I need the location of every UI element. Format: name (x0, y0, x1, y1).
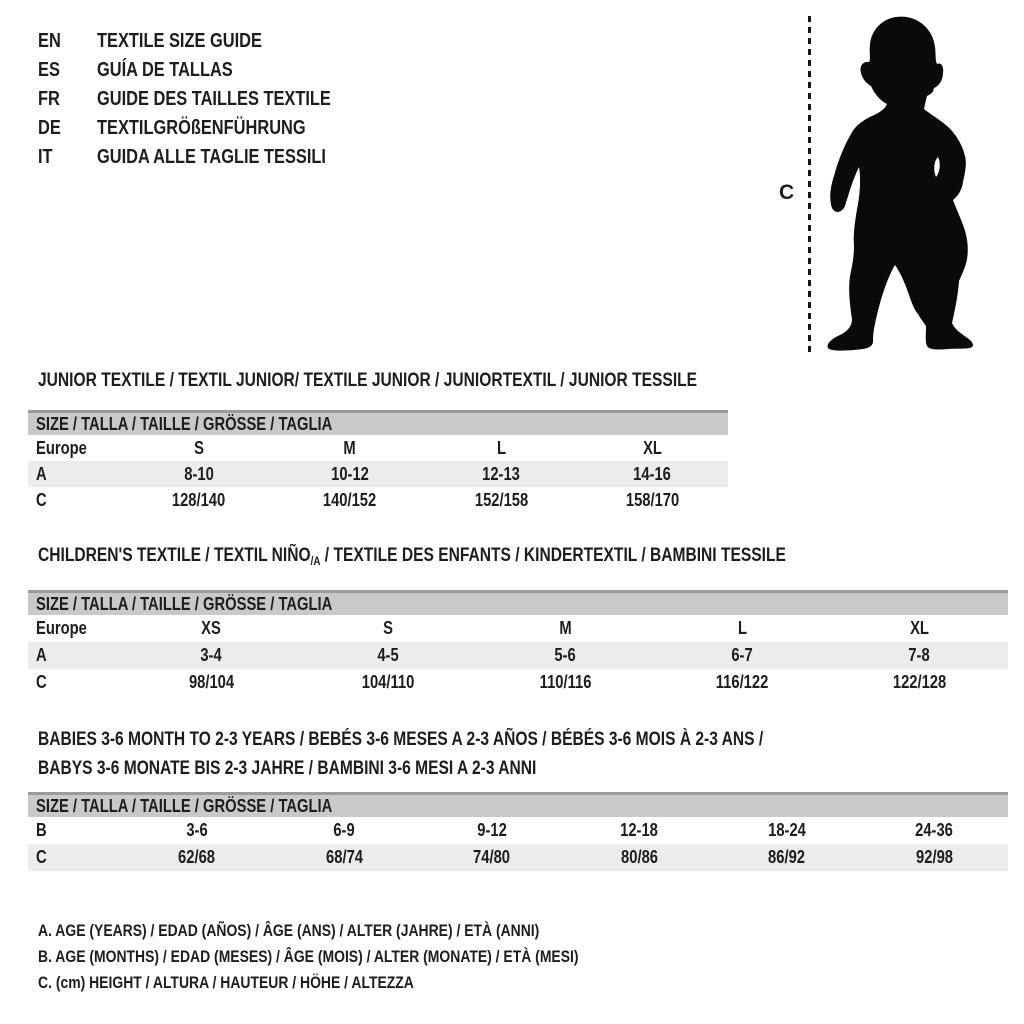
row-label: B (36, 820, 47, 840)
height-cell: 122/128 (892, 672, 947, 692)
legend-footnotes (38, 918, 697, 996)
language-code: FR (38, 88, 60, 110)
table-size-header-text: SIZE / TALLA / TAILLE / GRÖSSE / TAGLIA (36, 795, 333, 816)
language-row (38, 56, 382, 85)
age-cell: 12-13 (482, 463, 520, 484)
table-size-header (28, 792, 1008, 817)
row-label: C (36, 489, 47, 510)
height-cell: 74/80 (473, 847, 511, 867)
age-cell: 9-12 (476, 820, 507, 840)
table-row-height (28, 487, 728, 513)
language-title-list (38, 27, 382, 172)
table-size-header (28, 590, 1008, 615)
age-cell: 3-4 (200, 645, 223, 665)
height-cell: 62/68 (178, 847, 216, 867)
babies-size-table (28, 792, 1008, 871)
age-cell: 8-10 (183, 463, 214, 484)
junior-size-table (28, 410, 728, 513)
table-row-age (28, 642, 1008, 669)
language-row (38, 143, 382, 172)
footnote-height-cm: C. (cm) HEIGHT / ALTURA / HAUTEUR / HÖHE / ALTEZZA (38, 973, 414, 992)
toddler-silhouette-icon (826, 14, 974, 354)
language-row (38, 85, 382, 114)
language-code: EN (38, 30, 61, 52)
language-code: DE (38, 117, 61, 139)
age-cell: 3-6 (186, 820, 208, 840)
section-heading-line1: BABIES 3-6 MONTH TO 2-3 YEARS / BEBÉS 3-6 MESES A 2-3 AÑOS / BÉBÉS 3-6 MOIS À 2-3 ANS / (38, 729, 764, 750)
table-size-header-text: SIZE / TALLA / TAILLE / GRÖSSE / TAGLIA (36, 413, 333, 434)
table-row-height (28, 669, 1008, 696)
row-label: C (36, 847, 47, 867)
age-cell: 5-6 (554, 645, 577, 665)
height-cell: 140/152 (323, 489, 377, 510)
height-cell: 110/116 (539, 672, 592, 692)
height-cell: 116/122 (716, 672, 769, 692)
section-heading-text: JUNIOR TEXTILE / TEXTIL JUNIOR/ TEXTILE JUNIOR / JUNIORTEXTIL / JUNIOR TESSILE (38, 370, 698, 391)
age-cell: 24-36 (915, 820, 954, 840)
row-label: Europe (36, 437, 87, 458)
language-code: IT (38, 146, 53, 168)
age-cell: 7-8 (908, 645, 931, 665)
row-label: A (36, 645, 47, 665)
language-title: TEXTILE SIZE GUIDE (97, 30, 262, 52)
height-cell: 104/110 (362, 672, 415, 692)
size-cell: L (737, 618, 748, 638)
language-row (38, 27, 382, 56)
language-title: TEXTILGRÖßENFÜHRUNG (97, 117, 306, 139)
section-heading-text: CHILDREN'S TEXTILE / TEXTIL NIÑO (38, 545, 311, 566)
size-cell: S (383, 618, 394, 638)
children-size-table (28, 590, 1008, 696)
section-heading-junior (38, 371, 842, 391)
row-label: Europe (36, 618, 87, 638)
size-cell: M (559, 618, 572, 638)
height-cell: 98/104 (188, 672, 235, 692)
row-label: A (36, 463, 47, 484)
table-row-age-months (28, 817, 1008, 844)
section-heading-line2: BABYS 3-6 MONATE BIS 2-3 JAHRE / BAMBINI 3-6 MESI A 2-3 ANNI (38, 758, 537, 779)
table-row-age (28, 461, 728, 487)
height-cell: 152/158 (474, 489, 528, 510)
table-row-height (28, 844, 1008, 871)
age-cell: 18-24 (767, 820, 806, 840)
age-cell: 14-16 (633, 463, 672, 484)
size-cell: M (343, 437, 357, 458)
section-heading-subscript: /A (310, 554, 321, 568)
height-measure-dotted-line (808, 16, 811, 354)
age-cell: 6-7 (731, 645, 754, 665)
height-cell: 158/170 (625, 489, 680, 510)
language-code: ES (38, 59, 60, 81)
height-cell: 128/140 (171, 489, 226, 510)
size-cell: L (496, 437, 506, 458)
table-row-europe (28, 615, 1008, 642)
size-cell: XL (910, 618, 929, 638)
size-cell: S (193, 437, 204, 458)
age-cell: 10-12 (330, 463, 369, 484)
language-title: GUÍA DE TALLAS (97, 59, 233, 81)
section-heading-babies (38, 725, 922, 783)
table-row-europe (28, 435, 728, 461)
table-size-header (28, 410, 728, 435)
age-cell: 4-5 (377, 645, 400, 665)
age-cell: 12-18 (620, 820, 659, 840)
section-heading-children (38, 546, 950, 571)
height-cell: 92/98 (915, 847, 953, 867)
table-size-header-text: SIZE / TALLA / TAILLE / GRÖSSE / TAGLIA (36, 593, 333, 614)
language-row (38, 114, 382, 143)
footnote-age-months: B. AGE (MONTHS) / EDAD (MESES) / ÂGE (MOIS) / ALTER (MONATE) / ETÀ (MESI) (38, 947, 579, 966)
section-heading-text: / TEXTILE DES ENFANTS / KINDERTEXTIL / BAMBINI TESSILE (320, 545, 786, 566)
row-label: C (36, 672, 47, 692)
height-cell: 86/92 (768, 847, 806, 867)
age-cell: 6-9 (333, 820, 355, 840)
language-title: GUIDE DES TAILLES TEXTILE (97, 88, 331, 110)
height-cell: 80/86 (620, 847, 658, 867)
language-title: GUIDA ALLE TAGLIE TESSILI (97, 146, 326, 168)
height-cell: 68/74 (325, 847, 363, 867)
height-measure-label: C (779, 181, 795, 204)
size-cell: XL (642, 437, 662, 458)
footnote-age-years: A. AGE (YEARS) / EDAD (AÑOS) / ÂGE (ANS) / ALTER (JAHRE) / ETÀ (ANNI) (38, 921, 540, 940)
size-cell: XS (201, 618, 222, 638)
